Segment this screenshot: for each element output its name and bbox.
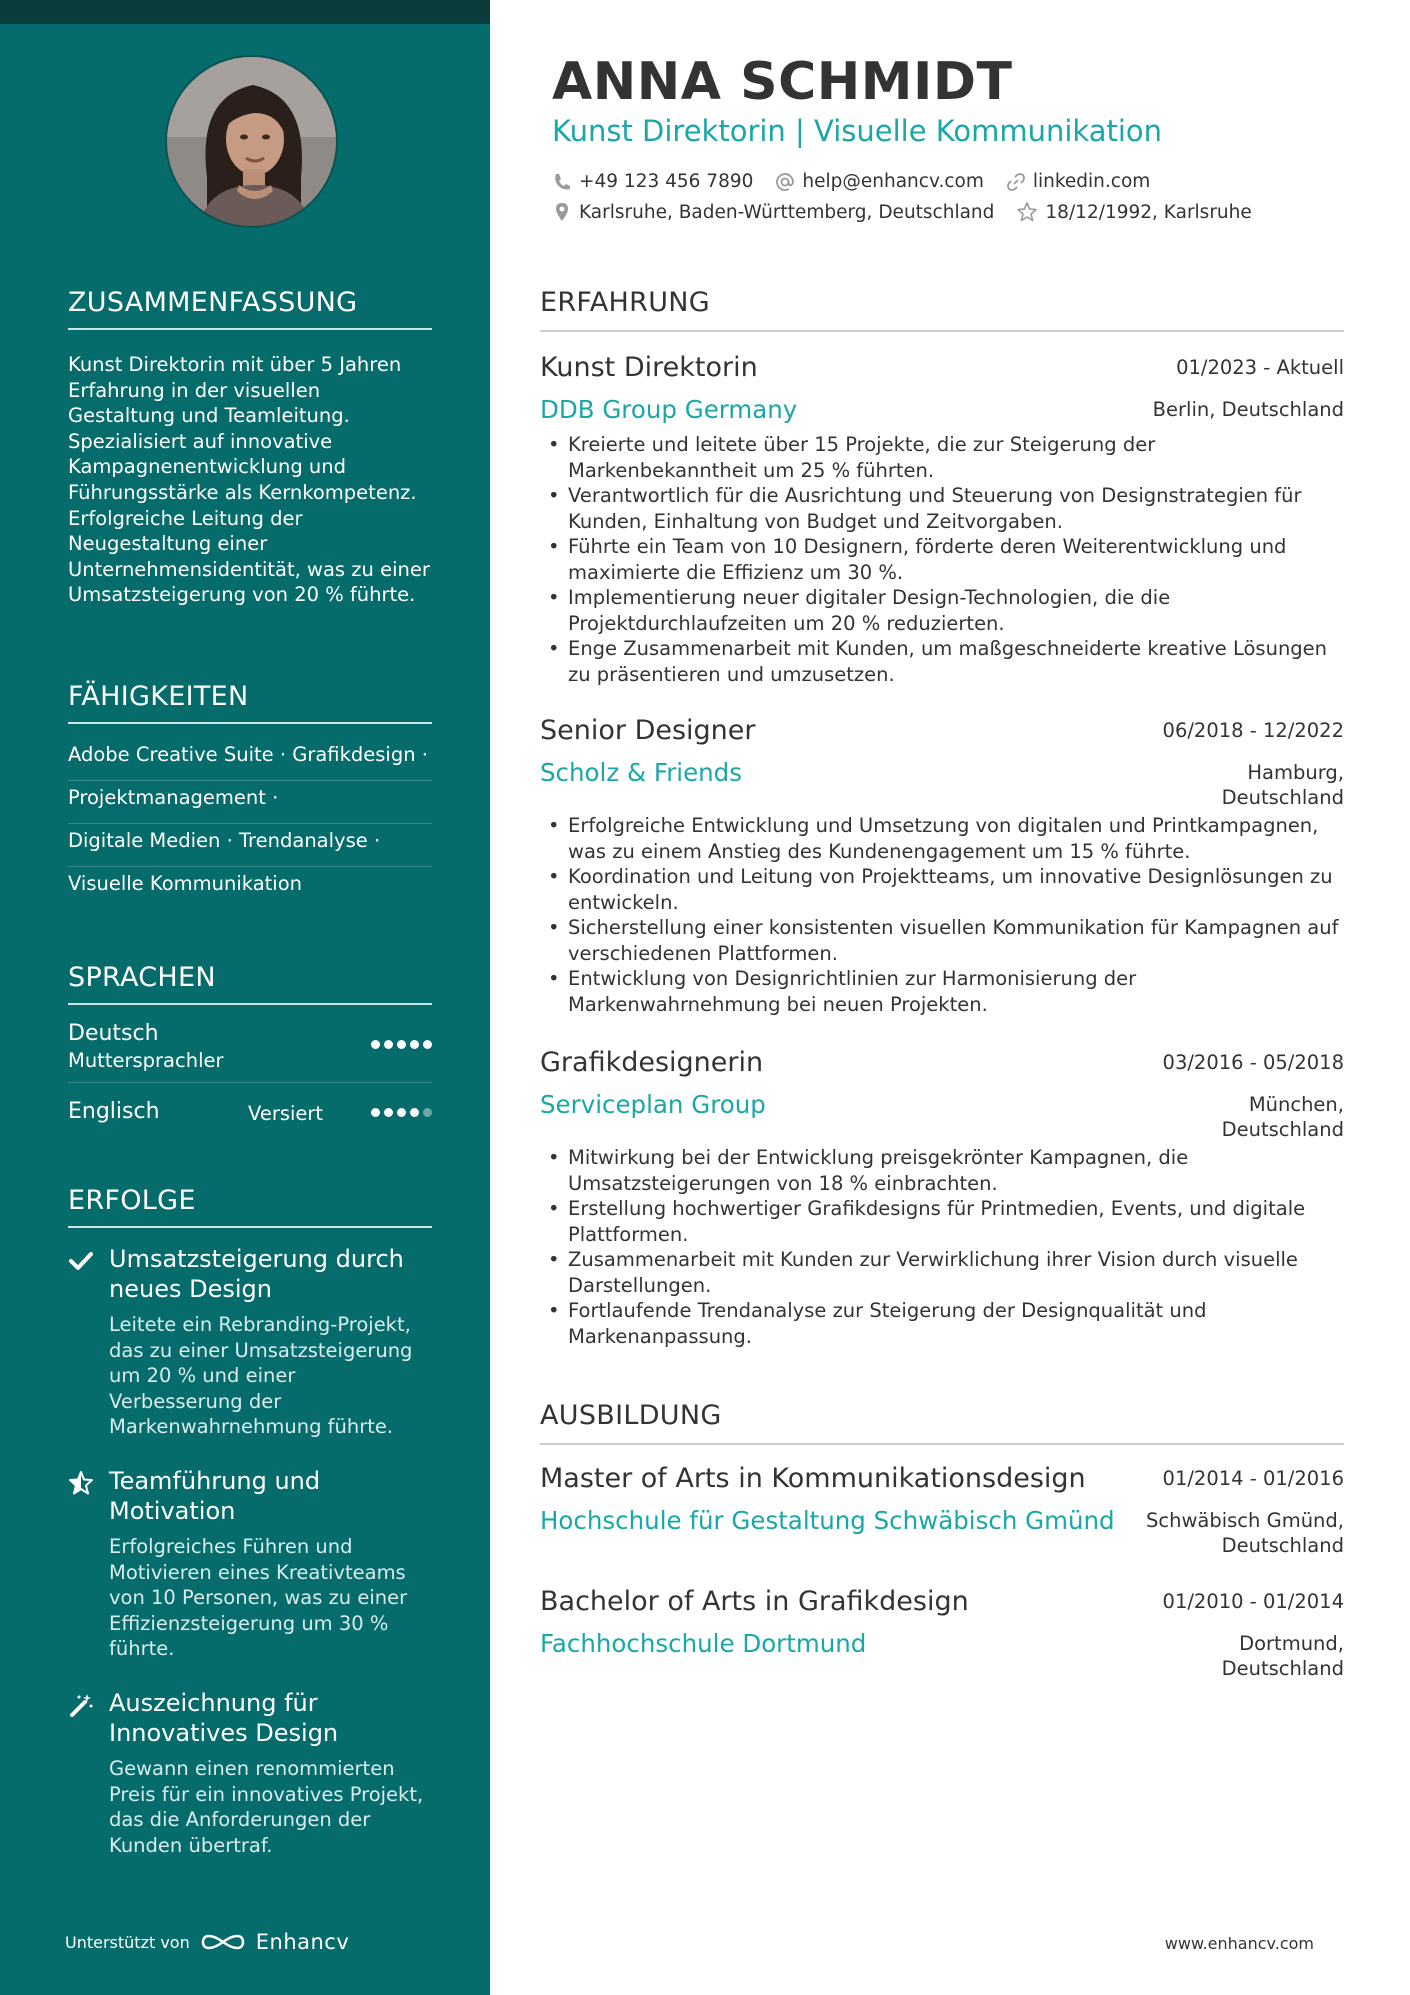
job-title: Grafikdesignerin [540,1047,764,1078]
powered-by [65,1930,349,1954]
school-location-line: Schwäbisch Gmünd, [1146,1509,1344,1532]
job-title: Kunst Direktorin [540,352,758,383]
education-title: AUSBILDUNG [540,1400,1344,1445]
footer-url[interactable]: www.enhancv.com [1164,1934,1314,1953]
job-location [1153,397,1344,422]
rating-dot [410,1108,419,1117]
language-rating [371,1040,432,1049]
skills-title: FÄHIGKEITEN [68,681,432,724]
skill-line: Projektmanagement · [68,781,432,824]
candidate-headline: Kunst Direktorin | Visuelle Kommunikation [552,114,1163,148]
sidebar-top-bar [0,0,490,24]
rating-dot [423,1108,432,1117]
skill-line: Digitale Medien · Trendanalyse · [68,824,432,867]
achievement-title: Umsatzsteigerung durch neues Design [109,1245,404,1303]
linkedin-text[interactable]: linkedin.com [1032,171,1151,192]
contact-phone [552,171,753,192]
achievement-description: Erfolgreiches Führen und Motivieren eines Kreativteams von 10 Personen, was zu einer Effizienzsteigerung um 30 % führte. [109,1534,408,1661]
star-half-icon [68,1470,94,1496]
degree-dates: 01/2010 - 01/2014 [1162,1590,1344,1613]
degree-title: Bachelor of Arts in Grafikdesign [540,1586,969,1617]
summary-text: Kunst Direktorin mit über 5 Jahren Erfahrung in der visuellen Gestaltung und Teamleitung. Spezialisiert auf innovative Kampagnenentwicklung und Führungsstärke als Kernkompetenz. Erfolgreiche Leitung der Neugestaltung einer Unternehmensidentität, was zu einer Umsatzsteigerung von 20 % führte. [68,353,430,607]
achievement-item [68,1688,432,1858]
job-bullets [540,813,1344,1017]
contact-location [552,201,994,223]
job-bullets [540,1145,1344,1349]
education-entry [540,1586,1344,1680]
school-location-line: Deutschland [1221,1657,1344,1680]
job-bullet: • Führte ein Team von 10 Designern, förderte deren Weiterentwicklung und maximierte die Effizienz um 30 %. [540,534,1344,585]
degree-dates: 01/2014 - 01/2016 [1162,1467,1344,1490]
job-bullet: • Erstellung hochwertiger Grafikdesigns für Printmedien, Events, und digitale Plattformen. [540,1196,1344,1247]
contact-email[interactable] [775,171,983,192]
job-bullet: • Fortlaufende Trendanalyse zur Steigerung der Designqualität und Markenanpassung. [540,1298,1344,1349]
language-name: Deutsch [68,1021,159,1046]
job-company: Serviceplan Group [540,1090,766,1119]
job-bullet: • Entwicklung von Designrichtlinien zur Harmonisierung der Markenwahrnehmung bei neuen Projekten. [540,966,1344,1017]
education-entry [540,1463,1344,1557]
location-pin-icon [552,202,572,222]
achievement-description: Gewann einen renommierten Preis für ein innovatives Projekt, das die Anforderungen der Kunden übertraf. [109,1756,424,1857]
location-text: Karlsruhe, Baden-Württemberg, Deutschland [579,201,995,223]
language-rating [371,1108,432,1117]
job-dates: 01/2023 - Aktuell [1176,356,1344,379]
experience-entry [540,715,1344,1017]
school-name: Hochschule für Gestaltung Schwäbisch Gmünd [540,1506,1115,1535]
job-bullet: • Mitwirkung bei der Entwicklung preisgekrönter Kampagnen, die Umsatzsteigerungen von 18 % einbrachten. [540,1145,1344,1196]
rating-dot [384,1040,393,1049]
achievement-title: Teamführung und Motivation [109,1466,321,1525]
job-bullet: • Erfolgreiche Entwicklung und Umsetzung von digitalen und Printkampagnen, was zu einem Anstieg des Kundenengagement um 15 % führte. [540,813,1344,864]
job-bullet: • Koordination und Leitung von Projektteams, um innovative Designlösungen zu entwickeln. [540,864,1344,915]
rating-dot [371,1108,380,1117]
experience-entry [540,352,1344,687]
job-location-line: München, [1248,1093,1344,1116]
skills-list [68,738,432,909]
school-name: Fachhochschule Dortmund [540,1629,867,1658]
achievement-description: Leitete ein Rebranding-Projekt, das zu einer Umsatzsteigerung um 20 % und einer Verbesserung der Markenwahrnehmung führte. [109,1313,413,1439]
job-location-line: Deutschland [1221,1118,1344,1141]
school-location [1222,1631,1344,1681]
job-location-line: Deutschland [1221,786,1344,809]
phone-icon [552,172,572,192]
job-bullets [540,432,1344,687]
degree-title: Master of Arts in Kommunikationsdesign [540,1463,1086,1494]
check-icon [68,1248,94,1274]
school-location [1146,1508,1344,1558]
achievement-item [68,1244,432,1440]
rating-dot [397,1040,406,1049]
job-bullet: • Kreierte und leitete über 15 Projekte, die zur Steigerung der Markenbekanntheit um 25 % führten. [540,432,1344,483]
enhancv-logo-icon [200,1930,246,1954]
language-level: Versiert [248,1102,324,1125]
powered-by-brand: Enhancv [255,1930,350,1954]
job-location-line: Berlin, Deutschland [1152,398,1344,421]
email-text[interactable]: help@enhancv.com [802,171,984,192]
contact-birth [1016,201,1251,223]
job-location-line: Hamburg, [1247,761,1344,784]
rating-dot [384,1108,393,1117]
experience-entry [540,1047,1344,1349]
job-title: Senior Designer [540,715,756,746]
sidebar [0,0,490,1995]
achievement-title: Auszeichnung für Innovatives Design [109,1688,339,1747]
phone-text: +49 123 456 7890 [579,171,754,192]
job-bullet: • Zusammenarbeit mit Kunden zur Verwirklichung ihrer Vision durch visuelle Darstellungen. [540,1247,1344,1298]
language-level: Muttersprachler [68,1049,224,1072]
job-company: DDB Group Germany [540,395,798,424]
skill-line: Visuelle Kommunikation [68,872,302,895]
summary-section [68,287,432,608]
languages-section [68,962,432,1153]
experience-title: ERFAHRUNG [540,287,1344,332]
contact-linkedin[interactable] [1006,171,1150,192]
job-bullet: • Verantwortlich für die Ausrichtung und Steuerung von Designstrategien für Kunden, Einhaltung von Budget und Zeitvorgaben. [540,483,1344,534]
contact-row-2 [552,201,1252,223]
job-company: Scholz & Friends [540,758,742,787]
language-item [68,1083,432,1153]
job-bullet: • Implementierung neuer digitaler Design-Technologien, die die Projektdurchlaufzeiten um 20 % reduzierten. [540,585,1344,636]
job-bullet: • Enge Zusammenarbeit mit Kunden, um maßgeschneiderte kreative Lösungen zu präsentieren und umzusetzen. [540,636,1344,687]
rating-dot [397,1108,406,1117]
achievements-section [68,1185,432,1858]
job-location [1222,760,1344,810]
contact-row [552,171,1150,192]
link-icon [1006,172,1026,192]
rating-dot [371,1040,380,1049]
magic-wand-icon [68,1692,94,1718]
languages-title: SPRACHEN [68,962,432,1005]
job-dates: 06/2018 - 12/2022 [1162,719,1344,742]
rating-dot [410,1040,419,1049]
job-bullet: • Sicherstellung einer konsistenten visuellen Kommunikation für Kampagnen auf verschiedenen Plattformen. [540,915,1344,966]
skill-line: Adobe Creative Suite · Grafikdesign · [68,738,432,781]
rating-dot [423,1040,432,1049]
school-location-line: Deutschland [1221,1534,1344,1557]
powered-by-label: Unterstützt von [65,1932,190,1952]
language-item [68,1005,432,1083]
star-outline-icon [1016,201,1038,223]
job-location [1222,1092,1344,1142]
at-icon [775,172,795,192]
language-name: Englisch [68,1099,160,1124]
school-location-line: Dortmund, [1239,1632,1344,1655]
birth-text: 18/12/1992, Karlsruhe [1045,201,1252,223]
candidate-name: ANNA SCHMIDT [552,52,1013,112]
skills-section [68,681,432,909]
summary-title: ZUSAMMENFASSUNG [68,287,432,330]
avatar [165,55,338,228]
job-dates: 03/2016 - 05/2018 [1162,1051,1344,1074]
achievements-title: ERFOLGE [68,1185,432,1228]
achievement-item [68,1466,432,1662]
